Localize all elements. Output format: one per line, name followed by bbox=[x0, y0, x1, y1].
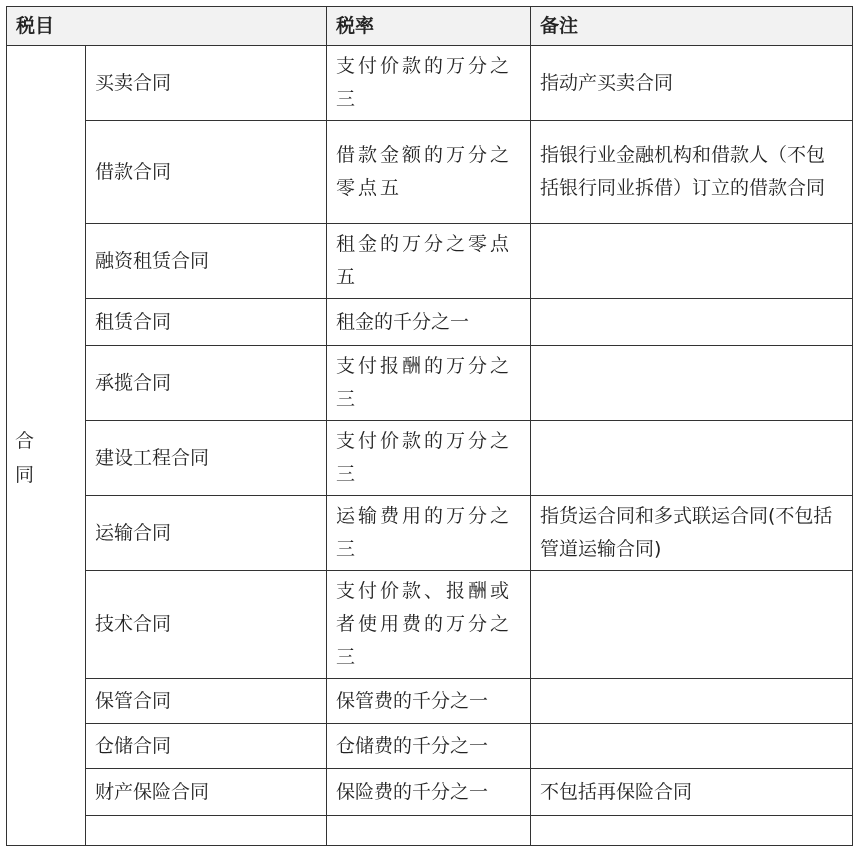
row-note: 不包括再保险合同 bbox=[531, 769, 853, 816]
row-rate: 支付报酬的万分之三 bbox=[327, 346, 531, 421]
row-name: 承揽合同 bbox=[86, 346, 327, 421]
tax-rate-table bbox=[6, 6, 853, 846]
row-note: 指动产买卖合同 bbox=[531, 46, 853, 121]
table-row bbox=[7, 724, 853, 769]
row-note bbox=[531, 679, 853, 724]
table-row bbox=[7, 571, 853, 679]
row-rate: 保险费的千分之一 bbox=[327, 769, 531, 816]
table-row bbox=[7, 224, 853, 299]
header-row bbox=[7, 7, 853, 46]
row-name: 财产保险合同 bbox=[86, 769, 327, 816]
row-rate: 支付价款的万分之三 bbox=[327, 46, 531, 121]
row-name: 仓储合同 bbox=[86, 724, 327, 769]
row-note bbox=[531, 724, 853, 769]
row-name: 技术合同 bbox=[86, 571, 327, 679]
row-note bbox=[531, 421, 853, 496]
row-name: 租赁合同 bbox=[86, 299, 327, 346]
header-tax-rate: 税率 bbox=[327, 7, 531, 46]
table-row bbox=[7, 121, 853, 224]
group-label-contract: 合同 bbox=[7, 46, 86, 846]
row-rate: 运输费用的万分之三 bbox=[327, 496, 531, 571]
row-note bbox=[531, 346, 853, 421]
header-tax-item: 税目 bbox=[7, 7, 327, 46]
row-rate-empty bbox=[327, 816, 531, 846]
row-note bbox=[531, 571, 853, 679]
header-note: 备注 bbox=[531, 7, 853, 46]
row-rate: 租金的千分之一 bbox=[327, 299, 531, 346]
row-note bbox=[531, 299, 853, 346]
row-name: 融资租赁合同 bbox=[86, 224, 327, 299]
row-note: 指银行业金融机构和借款人（不包括银行同业拆借）订立的借款合同 bbox=[531, 121, 853, 224]
row-name: 保管合同 bbox=[86, 679, 327, 724]
table-row-partial bbox=[7, 816, 853, 846]
row-rate: 保管费的千分之一 bbox=[327, 679, 531, 724]
table-row bbox=[7, 769, 853, 816]
table-row bbox=[7, 346, 853, 421]
table-row bbox=[7, 46, 853, 121]
table-row bbox=[7, 421, 853, 496]
row-name-empty bbox=[86, 816, 327, 846]
row-rate: 租金的万分之零点五 bbox=[327, 224, 531, 299]
row-note bbox=[531, 224, 853, 299]
row-note: 指货运合同和多式联运合同(不包括管道运输合同) bbox=[531, 496, 853, 571]
row-name: 买卖合同 bbox=[86, 46, 327, 121]
row-rate: 支付价款的万分之三 bbox=[327, 421, 531, 496]
table-row bbox=[7, 299, 853, 346]
table-row bbox=[7, 496, 853, 571]
row-rate: 仓储费的千分之一 bbox=[327, 724, 531, 769]
row-name: 建设工程合同 bbox=[86, 421, 327, 496]
table-row bbox=[7, 679, 853, 724]
row-name: 借款合同 bbox=[86, 121, 327, 224]
row-rate: 借款金额的万分之零点五 bbox=[327, 121, 531, 224]
row-rate: 支付价款、报酬或者使用费的万分之三 bbox=[327, 571, 531, 679]
row-name: 运输合同 bbox=[86, 496, 327, 571]
row-note-empty bbox=[531, 816, 853, 846]
